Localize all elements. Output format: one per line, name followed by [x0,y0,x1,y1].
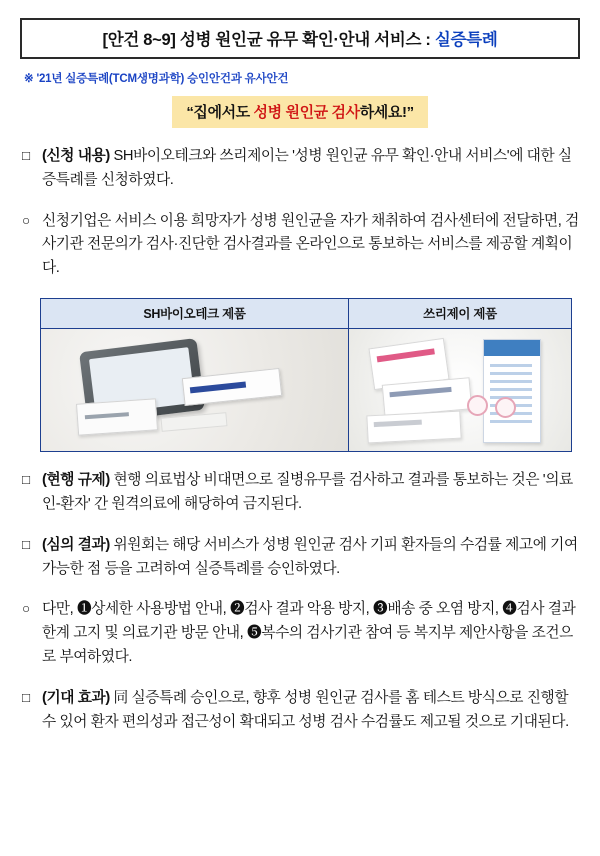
paragraph-text: SH바이오테크와 쓰리제이는 '성병 원인균 유무 확인·안내 서비스'에 대한 실증특례를 신청하였다. [42,148,572,188]
test-dot-icon [495,397,516,418]
paragraph-conditions [22,598,580,669]
paragraph-body [42,534,580,582]
bullet-square-icon: □ [22,148,30,163]
paragraph-decision [22,534,580,582]
product-photo-sh [41,329,348,451]
paragraph-label: (신청 내용) [42,148,114,164]
paragraph-label: (기대 효과) [42,689,114,706]
page-title-accent: 실증특례 [434,31,498,49]
paragraph-body [42,210,580,281]
paragraph-text: 위원회는 해당 서비스가 성병 원인균 검사 기피 환자들의 수검률 제고에 기여 가능한 점 등을 고려하여 실증특례를 승인하였다. [42,536,578,577]
quote-lead: “집에서도 [186,104,254,121]
paragraph-label: (현행 규제) [42,472,114,489]
paragraph-body [42,469,580,517]
sub-note [24,70,580,86]
bullet-circle-icon: ○ [22,601,30,617]
document-title-bar [20,18,580,59]
product-photo-cell-3j [349,329,572,452]
product-image-table [40,298,572,452]
paragraph-application [22,145,580,193]
test-card-icon [76,398,158,436]
quote-banner [172,96,427,128]
quote-highlight: 성병 원인균 검사 [253,104,360,121]
table-header-cell-sh: SH바이오테크 제품 [41,299,349,329]
table-row [41,329,572,452]
package-icon [366,411,461,444]
photo-3j-image [349,329,571,451]
paragraph-body [42,598,580,669]
sub-note-text: '21년 실증특례(TCM생명과학) 승인안건과 유사안건 [36,73,289,85]
quote-tail: 하세요!” [359,104,414,121]
product-photo-3j [349,329,571,451]
paragraph-plan [22,210,580,281]
page-title-prefix: [안건 8~9] 성병 원인균 유무 확인·안내 서비스 : [102,31,435,49]
leaflet-icon [483,339,541,443]
paragraph-expected-effect [22,687,580,735]
paragraph-body [42,145,580,193]
test-dot-icon [467,395,488,416]
table-header-row [41,299,572,329]
table-header-cell-3j: 쓰리제이 제품 [349,299,572,329]
test-strip-icon [161,412,228,432]
bullet-circle-icon: ○ [22,212,30,228]
bullet-square-icon: □ [22,472,30,488]
page-title [103,31,498,49]
photo-sh-image [41,329,348,451]
paragraph-body [42,687,580,735]
paragraph-regulation [22,469,580,517]
quote-banner-wrap [18,96,582,128]
product-photo-cell-sh [41,329,349,452]
bullet-square-icon: □ [22,689,30,705]
paragraph-text: 현행 의료법상 비대면으로 질병유무를 검사하고 결과를 통보하는 것은 '의료인-환자' 간 원격의료에 해당하여 금지된다. [42,472,573,512]
paragraph-text: 신청기업은 서비스 이용 희망자가 성병 원인균을 자가 채취하여 검사센터에 전달하면, 검사기관 전문의가 검사·진단한 검사결과를 온라인으로 통보하는 서비스를 제공할 계획이다. [42,212,579,277]
asterisk-icon: ※ [24,73,34,85]
bullet-square-icon: □ [22,536,30,552]
paragraph-text: 다만, ❶상세한 사용방법 안내, ❷검사 결과 악용 방지, ❸배송 중 오염 방지, ❹검사 결과 한계 고지 및 의료기관 방문 안내, ❺복수의 검사기관 참여 등 복지부 제안사항을 조건으로 부여하였다. [42,601,576,665]
paragraph-label: (심의 결과) [42,536,114,553]
paragraph-text: 同 실증특례 승인으로, 향후 성병 원인균 검사를 홈 테스트 방식으로 진행할 수 있어 환자 편의성과 접근성이 확대되고 성병 검사 수검률도 제고될 것으로 기대된다. [42,689,569,730]
